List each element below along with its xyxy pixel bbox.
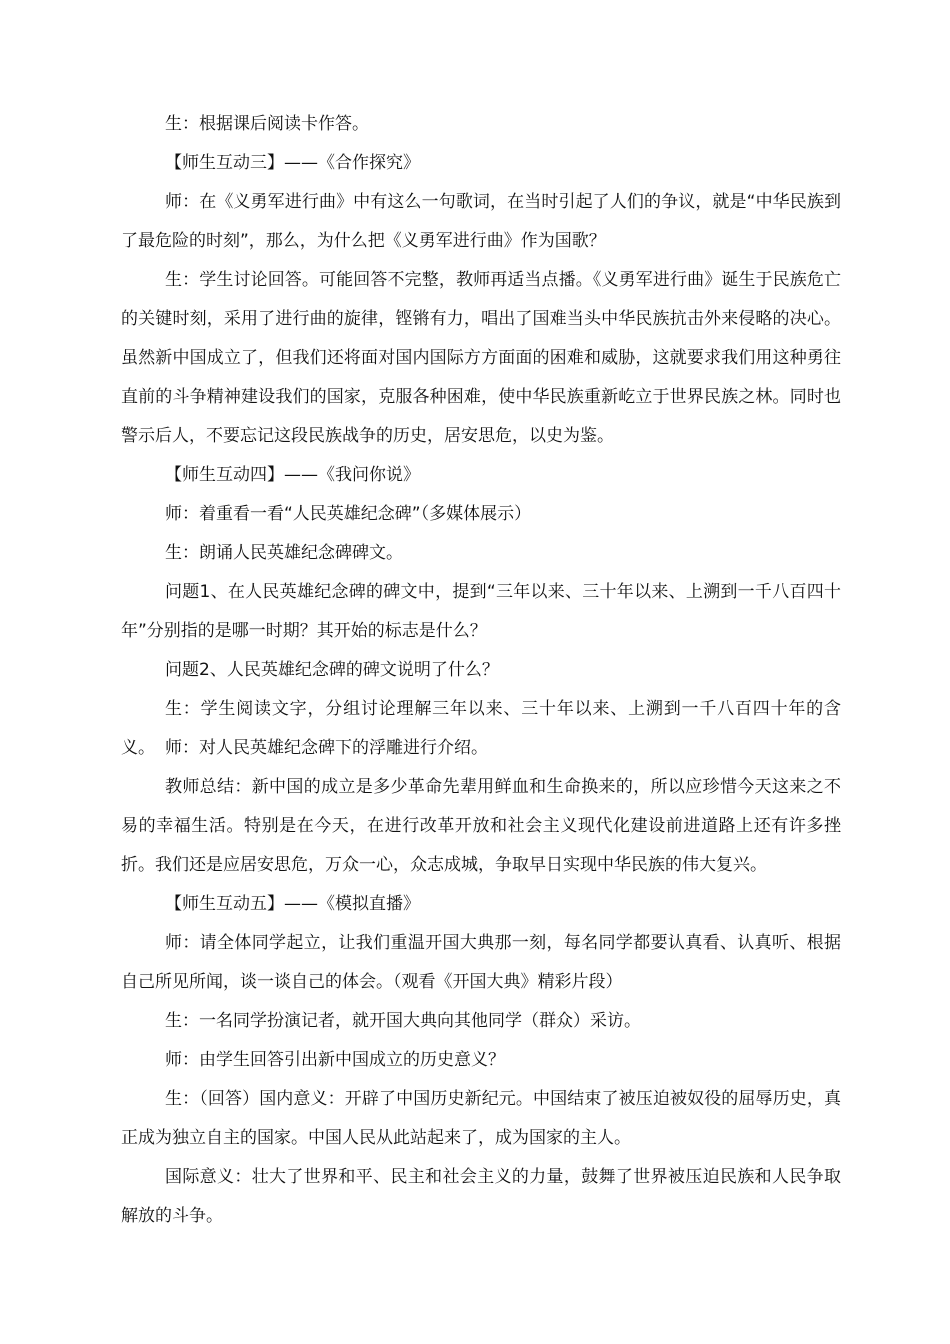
paragraph-student-reporter: 生：一名同学扮演记者，就开国大典向其他同学（群众）采访。 <box>165 1011 641 1031</box>
paragraph-teacher-significance: 师：由学生回答引出新中国成立的历史意义？ <box>165 1050 505 1070</box>
paragraph-teacher-question-anthem: 师：在《义勇军进行曲》中有这么一句歌词，在当时引起了人们的争议，就是“中华民族到了最危险的时刻”，那么，为什么把《义勇军进行曲》作为国歌？ <box>121 192 841 251</box>
paragraph-teacher-ceremony: 师：请全体同学起立，让我们重温开国大典那一刻，每名同学都要认真看、认真听、根据自己所见所闻，谈一谈自己的体会。（观看《开国大典》精彩片段） <box>121 933 841 992</box>
paragraph-student-answer-reading-card: 生：根据课后阅读卡作答。 <box>165 114 369 134</box>
paragraph-student-discussion-anthem: 生：学生讨论回答。可能回答不完整，教师再适当点播。《义勇军进行曲》诞生于民族危亡的关键时刻，采用了进行曲的旋律，铿锵有力，唱出了国难当头中华民族抗击外来侵略的决心。虽然新中国成立了，但我们还将面对国内国际方方面面的困难和威胁，这就要求我们用这种勇往直前的斗争精神建设我们的国家，克服各种困难，使中华民族重新屹立于世界民族之林。同时也警示后人，不要忘记这段民族战争的历史，居安思危，以史为鉴。 <box>121 270 841 446</box>
paragraph-student-recite: 生：朗诵人民英雄纪念碑碑文。 <box>165 543 403 563</box>
paragraph-student-reading: 生：学生阅读文字，分组讨论理解三年以来、三十年以来、上溯到一千八百四十年的含义。 <box>121 699 841 758</box>
paragraph-teacher-monument: 师：着重看一看“人民英雄纪念碑”（多媒体展示） <box>165 504 532 524</box>
paragraph-question-2: 问题2、人民英雄纪念碑的碑文说明了什么？ <box>165 660 499 680</box>
paragraph-international-significance: 国际意义：壮大了世界和平、民主和社会主义的力量，鼓舞了世界被压迫民族和人民争取解放的斗争。 <box>121 1167 841 1226</box>
paragraph-question-1: 问题1、在人民英雄纪念碑的碑文中，提到“三年以来、三十年以来、上溯到一千八百四十年”分别指的是哪一时期？其开始的标志是什么？ <box>121 582 841 641</box>
section-heading-interaction-5: 【师生互动五】——《模拟直播》 <box>165 894 420 914</box>
paragraph-domestic-significance: 生：（回答）国内意义：开辟了中国历史新纪元。中国结束了被压迫被奴役的屈辱历史，真正成为独立自主的国家。中国人民从此站起来了，成为国家的主人。 <box>121 1089 841 1148</box>
section-heading-interaction-3: 【师生互动三】——《合作探究》 <box>165 153 420 173</box>
paragraph-teacher-summary: 教师总结：新中国的成立是多少革命先辈用鲜血和生命换来的，所以应珍惜今天这来之不易的幸福生活。特别是在今天，在进行改革开放和社会主义现代化建设前进道路上还有许多挫折。我们还是应居安思危，万众一心，众志成城，争取早日实现中华民族的伟大复兴。 <box>121 777 841 875</box>
section-heading-interaction-4: 【师生互动四】——《我问你说》 <box>165 465 420 485</box>
paragraph-teacher-relief: 师：对人民英雄纪念碑下的浮雕进行介绍。 <box>165 738 488 758</box>
